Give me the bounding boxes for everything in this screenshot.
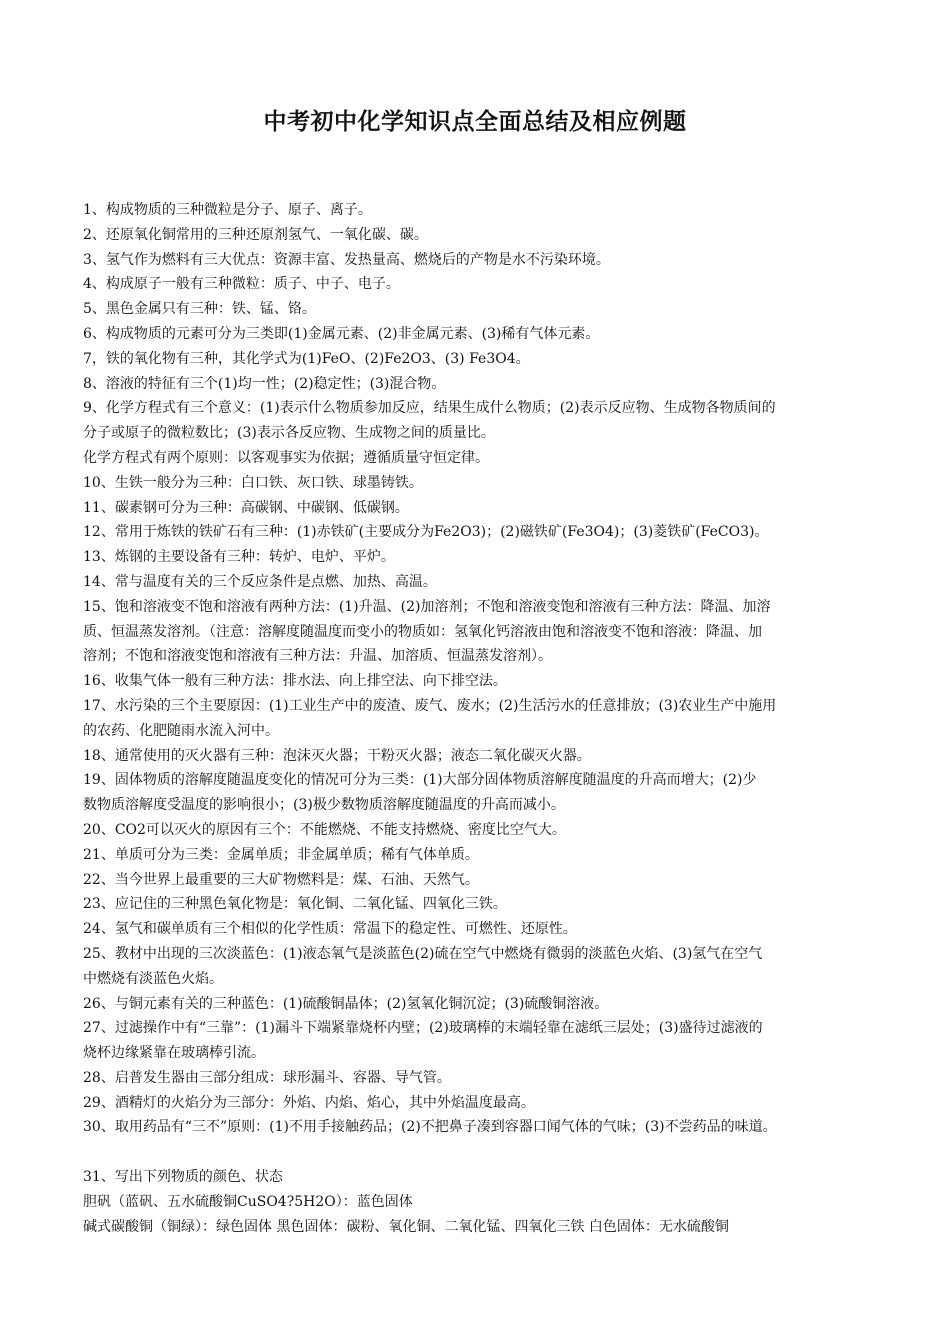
text-line: 的农药、化肥随雨水流入河中。 <box>83 722 279 739</box>
page-title: 中考初中化学知识点全面总结及相应例题 <box>263 109 687 135</box>
text-line: 4、构成原子一般有三种微粒：质子、中子、电子。 <box>83 276 400 293</box>
document-body <box>83 198 883 1239</box>
text-line: 27、过滤操作中有“三靠”：(1)漏斗下端紧靠烧杯内壁；(2)玻璃棒的末端轻靠在滤纸三层处；(3)盛待过滤液的 <box>83 1020 763 1037</box>
text-line: 6、构成物质的元素可分为三类即(1)金属元素、(2)非金属元素、(3)稀有气体元素。 <box>83 325 600 342</box>
text-line: 8、溶液的特征有三个(1)均一性；(2)稳定性；(3)混合物。 <box>83 375 446 392</box>
text-line: 2、还原氧化铜常用的三种还原剂氢气、一氧化碳、碳。 <box>83 226 428 243</box>
text-line: 17、水污染的三个主要原因：(1)工业生产中的废渣、废气、废水；(2)生活污水的任意排放；(3)农业生产中施用 <box>83 697 777 714</box>
text-line: 13、炼钢的主要设备有三种：转炉、电炉、平炉。 <box>83 549 395 566</box>
text-line: 31、写出下列物质的颜色、状态 <box>83 1169 283 1186</box>
text-line: 质、恒温蒸发溶剂。（注意：溶解度随温度而变小的物质如：氢氧化钙溶液由饱和溶液变不饱和溶液：降温、加 <box>83 623 762 640</box>
text-line: 中燃烧有淡蓝色火焰。 <box>83 970 223 987</box>
text-line: 烧杯边缘紧靠在玻璃棒引流。 <box>83 1045 265 1062</box>
text-line: 18、通常使用的灭火器有三种：泡沫灭火器；干粉灭火器；液态二氧化碳灭火器。 <box>83 747 591 764</box>
text-line: 碱式碳酸铜（铜绿）：绿色固体 黑色固体：碳粉、氧化铜、二氧化锰、四氧化三铁 白色固体：无水硫酸铜 <box>83 1218 729 1235</box>
text-line: 11、碳素钢可分为三种：高碳钢、中碳钢、低碳钢。 <box>83 499 409 516</box>
text-line: 20、CO2可以灭火的原因有三个：不能燃烧、不能支持燃烧、密度比空气大。 <box>83 821 566 838</box>
text-line: 23、应记住的三种黑色氧化物是：氧化铜、二氧化锰、四氧化三铁。 <box>83 896 507 913</box>
text-line: 分子或原子的微粒数比；(3)表示各反应物、生成物之间的质量比。 <box>83 425 495 442</box>
text-line: 30、取用药品有“三不”原则：(1)不用手接触药品；(2)不把鼻子凑到容器口闻气体的气味；(3)不尝药品的味道。 <box>83 1119 777 1136</box>
text-line: 22、当今世界上最重要的三大矿物燃料是：煤、石油、天然气。 <box>83 871 479 888</box>
text-line: 14、常与温度有关的三个反应条件是点燃、加热、高温。 <box>83 573 437 590</box>
text-line: 29、酒精灯的火焰分为三部分：外焰、内焰、焰心，其中外焰温度最高。 <box>83 1094 535 1111</box>
text-line: 5、黑色金属只有三种：铁、锰、铬。 <box>83 301 316 318</box>
text-line: 24、氢气和碳单质有三个相似的化学性质：常温下的稳定性、可燃性、还原性。 <box>83 921 577 938</box>
text-line: 28、启普发生器由三部分组成：球形漏斗、容器、导气管。 <box>83 1069 451 1086</box>
paragraph-gap <box>83 1140 883 1165</box>
text-line: 19、固体物质的溶解度随温度变化的情况可分为三类：(1)大部分固体物质溶解度随温度的升高而增大；(2)少 <box>83 772 757 789</box>
text-line: 化学方程式有两个原则：以客观事实为依据；遵循质量守恒定律。 <box>83 449 489 466</box>
text-line: 1、构成物质的三种微粒是分子、原子、离子。 <box>83 202 372 218</box>
text-line: 胆矾（蓝矾、五水硫酸铜CuSO4?5H2O）：蓝色固体 <box>83 1193 413 1210</box>
text-line: 21、单质可分为三类：金属单质；非金属单质；稀有气体单质。 <box>83 846 479 863</box>
text-line: 25、教材中出现的三次淡蓝色：(1)液态氧气是淡蓝色(2)硫在空气中燃烧有微弱的淡蓝色火焰、(3)氢气在空气 <box>83 945 763 962</box>
text-line: 7，铁的氧化物有三种，其化学式为(1)FeO、(2)Fe2O3、(3) Fe3O4。 <box>83 350 530 367</box>
text-line: 12、常用于炼铁的铁矿石有三种：(1)赤铁矿(主要成分为Fe2O3)；(2)磁铁矿(Fe3O4)；(3)菱铁矿(FeCO3)。 <box>83 524 769 541</box>
text-line: 15、饱和溶液变不饱和溶液有两种方法：(1)升温、(2)加溶剂；不饱和溶液变饱和溶液有三种方法：降温、加溶 <box>83 598 771 615</box>
text-line: 9、化学方程式有三个意义：(1)表示什么物质参加反应，结果生成什么物质；(2)表示反应物、生成物各物质间的 <box>83 400 776 417</box>
text-line: 3、氢气作为燃料有三大优点：资源丰富、发热量高、燃烧后的产物是水不污染环境。 <box>83 251 610 268</box>
text-line: 数物质溶解度受温度的影响很小；(3)极少数物质溶解度随温度的升高而减小。 <box>83 797 565 814</box>
text-line: 10、生铁一般分为三种：白口铁、灰口铁、球墨铸铁。 <box>83 474 423 491</box>
text-line: 溶剂；不饱和溶液变饱和溶液有三种方法：升温、加溶质、恒温蒸发溶剂）。 <box>83 648 552 665</box>
text-line: 16、收集气体一般有三种方法：排水法、向上排空法、向下排空法。 <box>83 673 507 690</box>
text-line: 26、与铜元素有关的三种蓝色：(1)硫酸铜晶体；(2)氢氧化铜沉淀；(3)硫酸铜溶液。 <box>83 995 609 1012</box>
